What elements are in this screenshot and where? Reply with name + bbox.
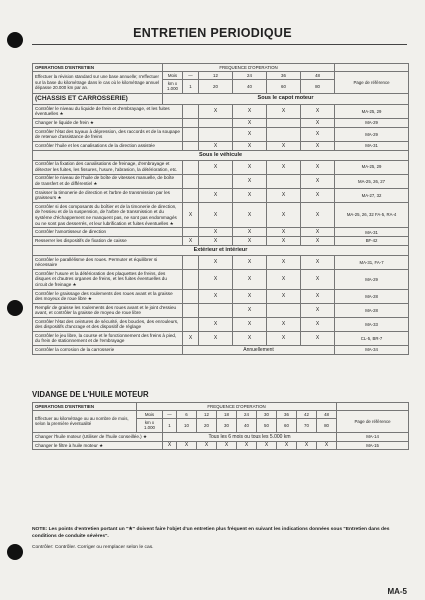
mark-cell: X	[301, 228, 335, 237]
mark-cell: X	[163, 441, 177, 450]
km-cell: 20	[197, 419, 217, 433]
mark-cell: X	[233, 160, 267, 174]
mark-cell: X	[233, 289, 267, 303]
ref-cell: MA-31	[335, 141, 409, 150]
operation-text: Changer le liquide de frein ★	[33, 118, 183, 127]
mark-cell: X	[199, 188, 233, 202]
mark-cell: X	[257, 441, 277, 450]
operation-text: Contrôler le jeu libre, la course et le fonctionnement des freins à pied, du frein de stationnement et de l'embrayage	[33, 331, 183, 345]
month-cell: 30	[257, 411, 277, 419]
mark-cell: X	[233, 174, 267, 188]
ref-label: Page de référence	[335, 72, 409, 94]
km-cell: 1	[183, 80, 199, 94]
table-row	[33, 188, 409, 202]
mark-cell: X	[233, 202, 267, 228]
month-cell: 12	[197, 411, 217, 419]
mark-cell	[183, 303, 199, 317]
mark-cell	[183, 255, 199, 269]
mark-cell: X	[183, 331, 199, 345]
table-row	[33, 289, 409, 303]
mark-cell: X	[233, 228, 267, 237]
table-row	[33, 269, 409, 289]
mark-cell: X	[301, 255, 335, 269]
km-cell: 60	[277, 419, 297, 433]
freq-label: FREQUENCE D'OPERATION	[163, 64, 335, 72]
mark-cell	[267, 118, 301, 127]
operation-text: Contrôler l'huile et les canalisations de la direction assistée	[33, 141, 183, 150]
mark-cell: X	[199, 141, 233, 150]
table1-header-row	[33, 64, 409, 72]
operation-text: Contrôler l'état des tuyaux à dépression, des raccords et de la soupape de retenue d'assistance de freins	[33, 127, 183, 141]
mark-cell: X	[267, 269, 301, 289]
ref-cell: MA-29	[335, 127, 409, 141]
mark-cell: X	[267, 141, 301, 150]
dash: —	[183, 72, 199, 80]
section-left-title: (CHASSIS ET CARROSSERIE)	[33, 93, 163, 104]
table-row	[33, 331, 409, 345]
ref-label: Page de référence	[337, 411, 409, 433]
mark-cell: X	[301, 141, 335, 150]
table-row	[33, 141, 409, 150]
mark-cell: X	[233, 269, 267, 289]
table1-intro: Effectuer la révision standard sur une base annuelle; n'effectuer sur la base du kilométrage dans le cas où le kilométrage annuel dépasse 20.000 km par an.	[33, 72, 163, 94]
mark-cell: X	[199, 237, 233, 246]
table-row	[33, 127, 409, 141]
mark-cell: X	[233, 255, 267, 269]
ref-cell: CL-5, BR-7	[335, 331, 409, 345]
table-row	[33, 441, 409, 450]
mark-cell: X	[199, 104, 233, 118]
mark-cell	[199, 118, 233, 127]
table-row	[33, 228, 409, 237]
ops-label: OPERATIONS D'ENTRETIEN	[33, 403, 137, 411]
mark-cell: X	[267, 317, 301, 331]
mark-cell	[183, 141, 199, 150]
mark-cell: X	[267, 255, 301, 269]
mark-cell: X	[267, 160, 301, 174]
mark-cell: X	[277, 441, 297, 450]
mark-cell	[183, 104, 199, 118]
km-cell: 30	[217, 419, 237, 433]
mark-cell: X	[267, 289, 301, 303]
table-row	[33, 174, 409, 188]
table2-intro: Effectuer au kilométrage ou au nombre de mois, selon la première éventualité	[33, 411, 137, 433]
title-rule	[32, 44, 407, 45]
km-cell: 1	[163, 419, 177, 433]
table-row	[33, 345, 409, 354]
km-cell: 10	[177, 419, 197, 433]
mark-cell: X	[199, 317, 233, 331]
mark-cell: X	[199, 228, 233, 237]
section-header	[33, 93, 409, 104]
maintenance-table-oil	[32, 402, 409, 450]
ref-cell: MA-27, 32	[335, 188, 409, 202]
mois-label: Mois	[137, 411, 163, 419]
mark-cell	[183, 118, 199, 127]
table-row	[33, 303, 409, 317]
mark-cell	[183, 228, 199, 237]
freq-label: FREQUENCE D'OPERATION	[137, 403, 337, 411]
mark-cell: X	[301, 127, 335, 141]
operation-text: Changer le filtre à huile moteur ★	[33, 441, 163, 450]
km-label: km x 1.000	[163, 80, 183, 94]
span-cell: Annuellement	[183, 345, 335, 354]
mark-cell	[199, 174, 233, 188]
table-row	[33, 160, 409, 174]
ops-label: OPERATIONS D'ENTRETIEN	[33, 64, 163, 72]
ref-cell: MA-34	[335, 345, 409, 354]
mark-cell: X	[199, 255, 233, 269]
operation-text: Contrôler le graissage des roulements des roues avant et la graisse des moyeux de roue libre ★	[33, 289, 183, 303]
mark-cell: X	[267, 331, 301, 345]
mark-cell: X	[233, 303, 267, 317]
table2-months-row	[33, 411, 409, 419]
ref-cell: MA-25, 26, 32 FA-5, RA-4	[335, 202, 409, 228]
mark-cell: X	[301, 331, 335, 345]
mark-cell: X	[301, 188, 335, 202]
table-row	[33, 255, 409, 269]
table-row	[33, 237, 409, 246]
mark-cell	[267, 127, 301, 141]
operation-text: Contrôler le niveau de l'huile de boîte de vitesses manuelle, de boîte de transfert et de différentiel ★	[33, 174, 183, 188]
km-cell: 40	[233, 80, 267, 94]
binder-hole-middle	[7, 300, 23, 316]
month-cell: 48	[317, 411, 337, 419]
table-row	[33, 104, 409, 118]
table2-header-row	[33, 403, 409, 411]
section-heading: Extérieur et intérieur	[33, 246, 409, 256]
mark-cell: X	[217, 441, 237, 450]
mark-cell	[267, 303, 301, 317]
mark-cell	[183, 289, 199, 303]
table1-months-row	[33, 72, 409, 80]
mark-cell: X	[183, 202, 199, 228]
km-cell: 60	[267, 80, 301, 94]
mark-cell: X	[177, 441, 197, 450]
page-number: MA-5	[387, 587, 407, 596]
operation-text: Contrôler la corrosion de la carrosserie	[33, 345, 183, 354]
mark-cell: X	[267, 202, 301, 228]
month-cell: 36	[277, 411, 297, 419]
ref-cell: MA-28	[335, 303, 409, 317]
month-cell: 42	[297, 411, 317, 419]
operation-text: Contrôler l'usure et la détérioration des plaquettes de freins, des disques et d'autres organes de freins, et les fuites éventuelles du circuit de freinage ★	[33, 269, 183, 289]
mark-cell: X	[199, 160, 233, 174]
ref-cell: BF-42	[335, 237, 409, 246]
mark-cell: X	[301, 174, 335, 188]
mark-cell: X	[301, 160, 335, 174]
km-cell: 80	[301, 80, 335, 94]
mark-cell: X	[301, 237, 335, 246]
mark-cell: X	[301, 289, 335, 303]
ref-cell: MA-31	[335, 228, 409, 237]
operation-text: Contrôler si des composants du boîtier et de la timonerie de direction, de l'essieu et de la suspension, de l'arbre de transmission et du système d'échappement ne manquent pas, ne sont pas endommagés ou ne sont pas desserrés, et leur lubrification et fuites éventuelles ★	[33, 202, 183, 228]
table-row	[33, 432, 409, 441]
mark-cell: X	[233, 104, 267, 118]
mark-cell: X	[233, 118, 267, 127]
control-definition: Contrôler: Contrôler. Corriger ou remplacer selon le cas.	[32, 545, 154, 550]
section-heading: Sous le véhicule	[33, 150, 409, 160]
dash: —	[163, 411, 177, 419]
mark-cell: X	[199, 331, 233, 345]
operation-text: Graisser la timonerie de direction et l'arbre de transmission par les graisseurs ★	[33, 188, 183, 202]
mark-cell: X	[199, 269, 233, 289]
operation-text: Contrôler le niveau du liquide de frein et d'embrayage, et les fuites éventuelles ★	[33, 104, 183, 118]
section-heading: Sous le capot moteur	[163, 93, 409, 104]
section-title-oil: VIDANGE DE L'HUILE MOTEUR	[32, 390, 149, 399]
note-text: NOTE: Les points d'entretien portant un "★" doivent faire l'objet d'un entretien plus fréquent en suivant les indications données sous "Entretien dans des conditions de conduite sévères".	[32, 527, 390, 539]
mark-cell: X	[237, 441, 257, 450]
mark-cell	[183, 160, 199, 174]
mark-cell: X	[233, 237, 267, 246]
mois-label: Mois	[163, 72, 183, 80]
month-cell: 48	[301, 72, 335, 80]
mark-cell: X	[301, 202, 335, 228]
mark-cell: X	[317, 441, 337, 450]
mark-cell	[183, 269, 199, 289]
mark-cell: X	[267, 188, 301, 202]
ref-cell: MA-31, FA-7	[335, 255, 409, 269]
mark-cell	[183, 174, 199, 188]
mark-cell: X	[267, 104, 301, 118]
mark-cell: X	[199, 289, 233, 303]
km-cell: 50	[257, 419, 277, 433]
ref-cell: MA-29	[335, 118, 409, 127]
mark-cell	[183, 317, 199, 331]
mark-cell: X	[301, 118, 335, 127]
month-cell: 18	[217, 411, 237, 419]
month-cell: 24	[233, 72, 267, 80]
section-header	[33, 150, 409, 160]
mark-cell: X	[267, 237, 301, 246]
ref-cell: MA-29	[335, 269, 409, 289]
mark-cell: X	[233, 331, 267, 345]
mark-cell: X	[199, 202, 233, 228]
mark-cell	[183, 188, 199, 202]
mark-cell	[199, 127, 233, 141]
ref-cell: MA-14	[337, 432, 409, 441]
mark-cell: X	[233, 127, 267, 141]
operation-text: Contrôler l'état des ceintures de sécurité, des boucles, des enrouleurs, des dispositifs d'ancrage et des dispositif de réglage	[33, 317, 183, 331]
km-cell: 20	[199, 80, 233, 94]
mark-cell: X	[301, 269, 335, 289]
mark-cell	[183, 127, 199, 141]
table-row	[33, 202, 409, 228]
ref-cell: MA-25, 26, 27	[335, 174, 409, 188]
mark-cell: X	[297, 441, 317, 450]
month-cell: 36	[267, 72, 301, 80]
km-cell: 70	[297, 419, 317, 433]
ref-cell: MA-33	[335, 317, 409, 331]
mark-cell	[199, 303, 233, 317]
operation-text: Contrôler la fixation des canalisations de freinage, d'embrayage et détecter les fuites, les fissures, l'usure, l'abrasion, la détérioration, etc.	[33, 160, 183, 174]
mark-cell: X	[233, 188, 267, 202]
mark-cell: X	[301, 303, 335, 317]
table-row	[33, 118, 409, 127]
operation-text: Resserrer les dispositifs de fixation de caisse	[33, 237, 183, 246]
month-cell: 12	[199, 72, 233, 80]
binder-hole-bottom	[7, 544, 23, 560]
operation-text: Remplir de graisse les roulements des roues avant et le joint d'essieu avant, et contrôler la graisse de moyeu de roue libre	[33, 303, 183, 317]
section-header	[33, 246, 409, 256]
mark-cell: X	[233, 317, 267, 331]
table-row	[33, 317, 409, 331]
ref-cell: MA-25, 29	[335, 104, 409, 118]
mark-cell: X	[267, 228, 301, 237]
km-cell: 40	[237, 419, 257, 433]
page-title: ENTRETIEN PERIODIQUE	[133, 26, 292, 40]
mark-cell: X	[301, 317, 335, 331]
month-cell: 6	[177, 411, 197, 419]
mark-cell: X	[301, 104, 335, 118]
km-cell: 80	[317, 419, 337, 433]
mark-cell: X	[197, 441, 217, 450]
mark-cell: X	[183, 237, 199, 246]
operation-text: Contrôler le parallélisme des roues. Permuter et équilibrer si nécessaire	[33, 255, 183, 269]
ref-cell: MA-28	[335, 289, 409, 303]
mark-cell: X	[233, 141, 267, 150]
month-cell: 24	[237, 411, 257, 419]
km-label: km x 1.000	[137, 419, 163, 433]
ref-cell: MA-15	[337, 441, 409, 450]
maintenance-table-chassis	[32, 63, 409, 355]
mark-cell	[267, 174, 301, 188]
operation-text: Contrôler l'amortisseur de direction	[33, 228, 183, 237]
operation-text: Changer l'huile moteur (Utiliser de l'huile conseillée.) ★	[33, 432, 163, 441]
ref-cell: MA-25, 29	[335, 160, 409, 174]
span-cell: Tous les 6 mois ou tous les 5.000 km	[163, 432, 337, 441]
